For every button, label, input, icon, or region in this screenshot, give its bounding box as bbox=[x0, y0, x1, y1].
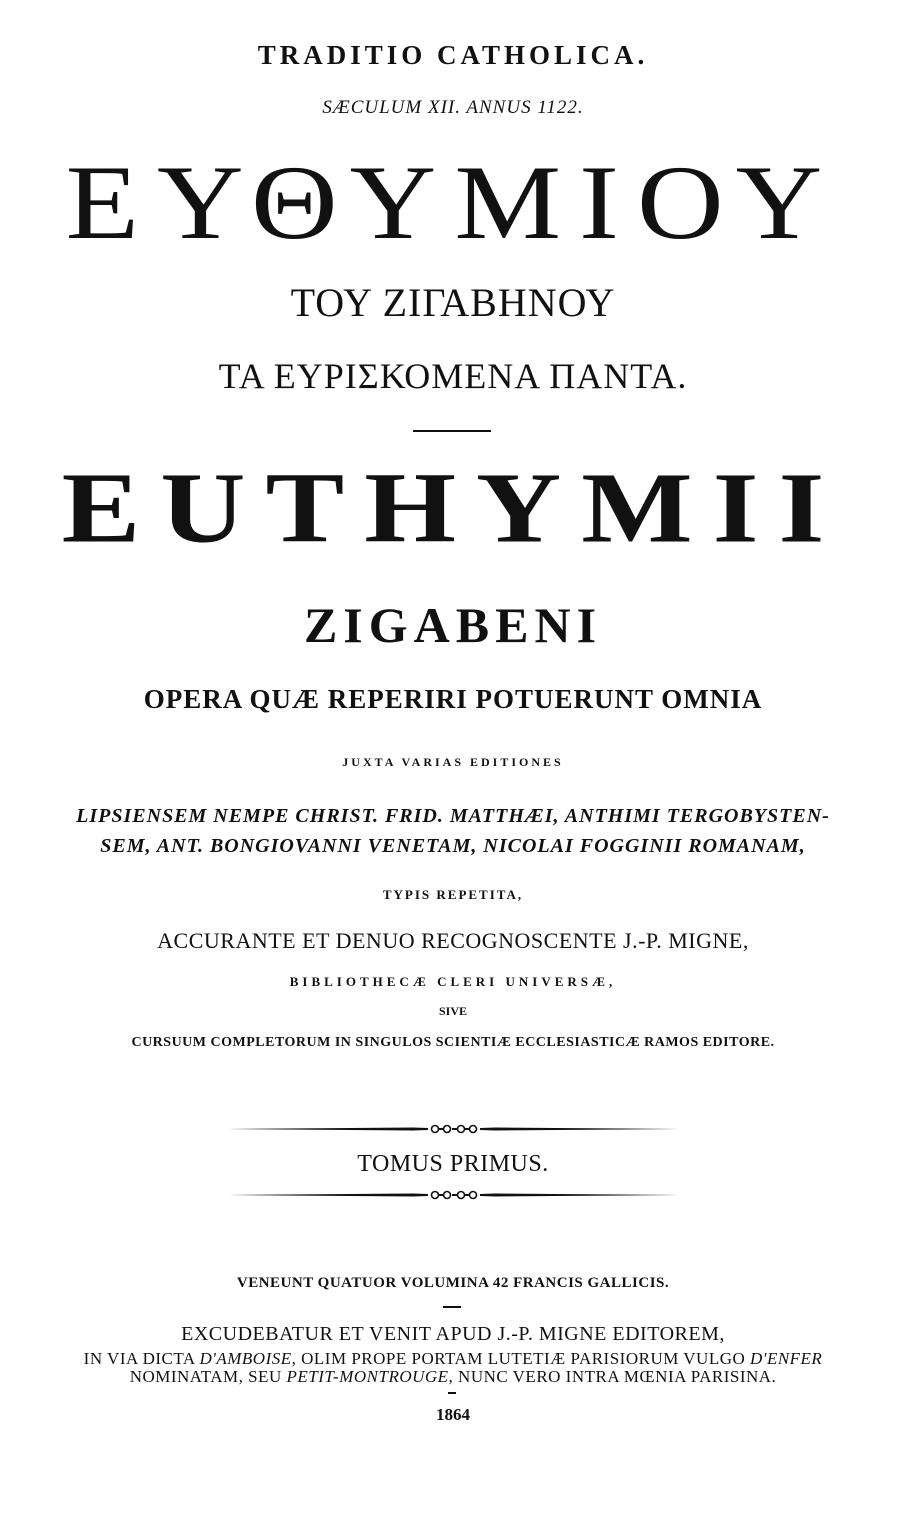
greek-works-title: ΤΑ ΕΥΡΙΣΚΟΜΕΝΑ ΠΑΝΤΑ. bbox=[218, 356, 688, 396]
greek-author-surname: ΤΟΥ ΖΙΓΑΒΗΝΟΥ bbox=[290, 280, 616, 325]
editions-intro: JUXTA VARIAS EDITIONES bbox=[342, 755, 564, 769]
address-line-2 bbox=[0, 1368, 906, 1385]
ornamental-rule-bottom bbox=[228, 1188, 680, 1202]
series-title: TRADITIO CATHOLICA. bbox=[257, 40, 649, 70]
editions-line-1: LIPSIENSEM NEMPE CHRIST. FRID. MATTHÆI, ANTHIMI TERGOBYSTEN- bbox=[76, 805, 830, 827]
ornamental-rule-top bbox=[228, 1122, 680, 1136]
sive-line: SIVE bbox=[438, 1004, 467, 1018]
short-divider bbox=[413, 430, 491, 432]
bibliotheca-line: BIBLIOTHECÆ CLERI UNIVERSÆ, bbox=[289, 974, 617, 989]
century-year: SÆCULUM XII. ANNUS 1122. bbox=[322, 97, 584, 118]
address-part: , NUNC VERO INTRA MŒNIA PARISINA. bbox=[448, 1367, 777, 1386]
publication-year: 1864 bbox=[436, 1405, 470, 1424]
address-part: NOMINATAM, SEU bbox=[129, 1367, 287, 1386]
latin-author-title: EUTHYMII bbox=[61, 452, 845, 564]
greek-author-title: ΕΥΘΥΜΙΟΥ bbox=[65, 143, 841, 261]
address-part: IN VIA DICTA bbox=[83, 1349, 200, 1368]
volume-label: TOMUS PRIMUS. bbox=[357, 1151, 549, 1177]
latin-author-surname: ZIGABENI bbox=[303, 597, 603, 653]
cursuum-line: CURSUUM COMPLETORUM IN SINGULOS SCIENTIÆ ECCLESIASTICÆ RAMOS EDITORE. bbox=[131, 1035, 775, 1050]
address-part: , OLIM PROPE PORTAM LUTETIÆ PARISIORUM VULGO bbox=[291, 1349, 751, 1368]
editions-line-2: SEM, ANT. BONGIOVANNI VENETAM, NICOLAI FOGGINII ROMANAM, bbox=[100, 835, 806, 857]
short-dash bbox=[448, 1392, 456, 1394]
price-line: VENEUNT QUATUOR VOLUMINA 42 FRANCIS GALLICIS. bbox=[236, 1275, 670, 1291]
address-line-1 bbox=[0, 1350, 906, 1367]
address-street: D'AMBOISE bbox=[199, 1349, 292, 1368]
address-district: PETIT-MONTROUGE bbox=[286, 1367, 449, 1386]
latin-works-title: OPERA QUÆ REPERIRI POTUERUNT OMNIA bbox=[143, 684, 763, 714]
address-gate: D'ENFER bbox=[750, 1349, 823, 1368]
editor-credit: ACCURANTE ET DENUO RECOGNOSCENTE J.-P. MIGNE, bbox=[157, 928, 749, 953]
short-dash bbox=[443, 1306, 461, 1308]
typis-repetita: TYPIS REPETITA, bbox=[382, 887, 524, 902]
publisher-line: EXCUDEBATUR ET VENIT APUD J.-P. MIGNE EDITOREM, bbox=[181, 1323, 725, 1345]
